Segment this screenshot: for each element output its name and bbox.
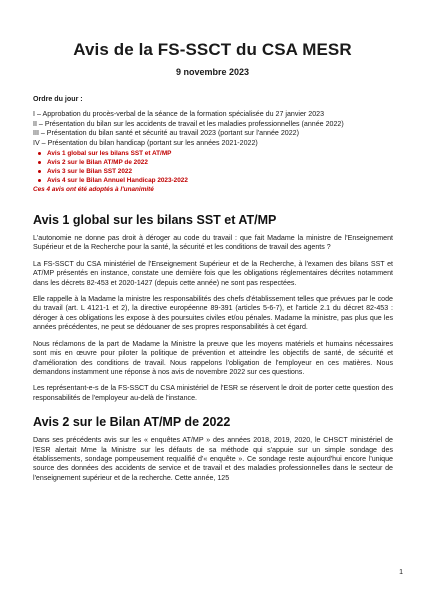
adopted-note: Ces 4 avis ont été adoptés à l'unanimité: [33, 186, 154, 194]
avis-list-label: Avis 3 sur le Bilan SST 2022: [47, 168, 133, 176]
avis-list-label: Avis 4 sur le Bilan Annuel Handicap 2023-2022: [47, 177, 188, 185]
avis-list-item: [33, 176, 393, 185]
paragraph: L'autonomie ne donne pas droit à déroger au code du travail : que fait Madame la ministre de l'Enseignement Supérieur et de la Recherche pour la santé, la sécurité et les conditions de travail des agents ?: [33, 234, 393, 252]
avis-list-item: [33, 149, 393, 158]
agenda: [33, 95, 393, 194]
paragraph: Nous réclamons de la part de Madame la Ministre la preuve que les moyens matériels et humains nécessaires sont mis en œuvre pour piloter la politique de prévention et atteindre les objectifs de santé, de sécurité et d'amélioration des conditions de travail. Nous rappelons l'obligation de l'employeur en ces matières. Nous demandons instamment une réponse à nos avis de novembre 2022 sur ces questions.: [33, 339, 393, 376]
document-body: [33, 95, 393, 490]
bullet-icon: [38, 170, 41, 173]
avis-list-item: [33, 167, 393, 176]
bullet-icon: [38, 152, 41, 155]
agenda-item: III – Présentation du bilan santé et sécurité au travail 2023 (portant sur l'année 2022): [33, 129, 299, 138]
section-title: Avis 1 global sur les bilans SST et AT/MP: [33, 213, 277, 228]
paragraph: Les représentant-e-s de la FS-SSCT du CSA ministériel de l'ESR se réservent le droit de porter cette question des responsabilités de l'employeur au-delà de l'instance.: [33, 384, 393, 402]
avis-list-item: [33, 158, 393, 167]
paragraph: Elle rappelle à la Madame la ministre les responsabilités des chefs d'établissement telles que prévues par le code du travail (art. L 4121-1 et 2), la directive européenne 89-391 (articles 5-6-7), et l'article 2.1 du décret 82-453 : déroger à ces obligations les expose à des poursuites civiles et/ou pénales. Madame la ministre, pas plus que les années précédentes, ne peut se dédouaner de ses propres responsabilités à cet égard.: [33, 295, 393, 332]
section-avis-2: [33, 415, 393, 483]
paragraph: Dans ses précédents avis sur les « enquêtes AT/MP » des années 2018, 2019, 2020, le CHSCT ministériel de l'ESR alertait Mme la Ministre sur les défauts de sa méthode qui s'appuie sur un simple sondage des établissements, sondage pompeusement requalifié d'« enquête ». Ce sondage reste aujourd'hui encore l'unique source des données des accidents de service et de travail et des maladies professionnelles dans le secteur de l'enseignement supérieur et de la recherche. Cette année, 125: [33, 436, 393, 482]
avis-list: [33, 149, 393, 185]
agenda-heading: Ordre du jour :: [33, 95, 83, 103]
bullet-icon: [38, 161, 41, 164]
page-number: 1: [399, 569, 403, 576]
agenda-item: II – Présentation du bilan sur les accidents de travail et les maladies professionnelles (année 2022): [33, 119, 344, 128]
agenda-item: I – Approbation du procès-verbal de la séance de la formation spécialisée du 27 janvier 2023: [33, 110, 325, 119]
agenda-item: IV – Présentation du bilan handicap (portant sur les années 2021-2022): [33, 138, 258, 147]
avis-list-label: Avis 1 global sur les bilans SST et AT/MP: [47, 150, 172, 158]
avis-list-label: Avis 2 sur le Bilan AT/MP de 2022: [47, 159, 148, 167]
section-avis-1: [33, 213, 393, 403]
document-title: Avis de la FS-SSCT du CSA MESR: [73, 40, 352, 59]
section-title: Avis 2 sur le Bilan AT/MP de 2022: [33, 415, 231, 430]
document-date: 9 novembre 2023: [175, 67, 250, 77]
paragraph: La FS-SSCT du CSA ministériel de l'Enseignement Supérieur et de la Recherche, à l'examen des bilans SST et AT/MP présentés en instance, constate une dernière fois que les obligations réglementaires décrites notamment dans les décrets 82-453 et 2020-1427 (depuis cette année) ne sont pas respectées.: [33, 259, 393, 287]
bullet-icon: [38, 179, 41, 182]
